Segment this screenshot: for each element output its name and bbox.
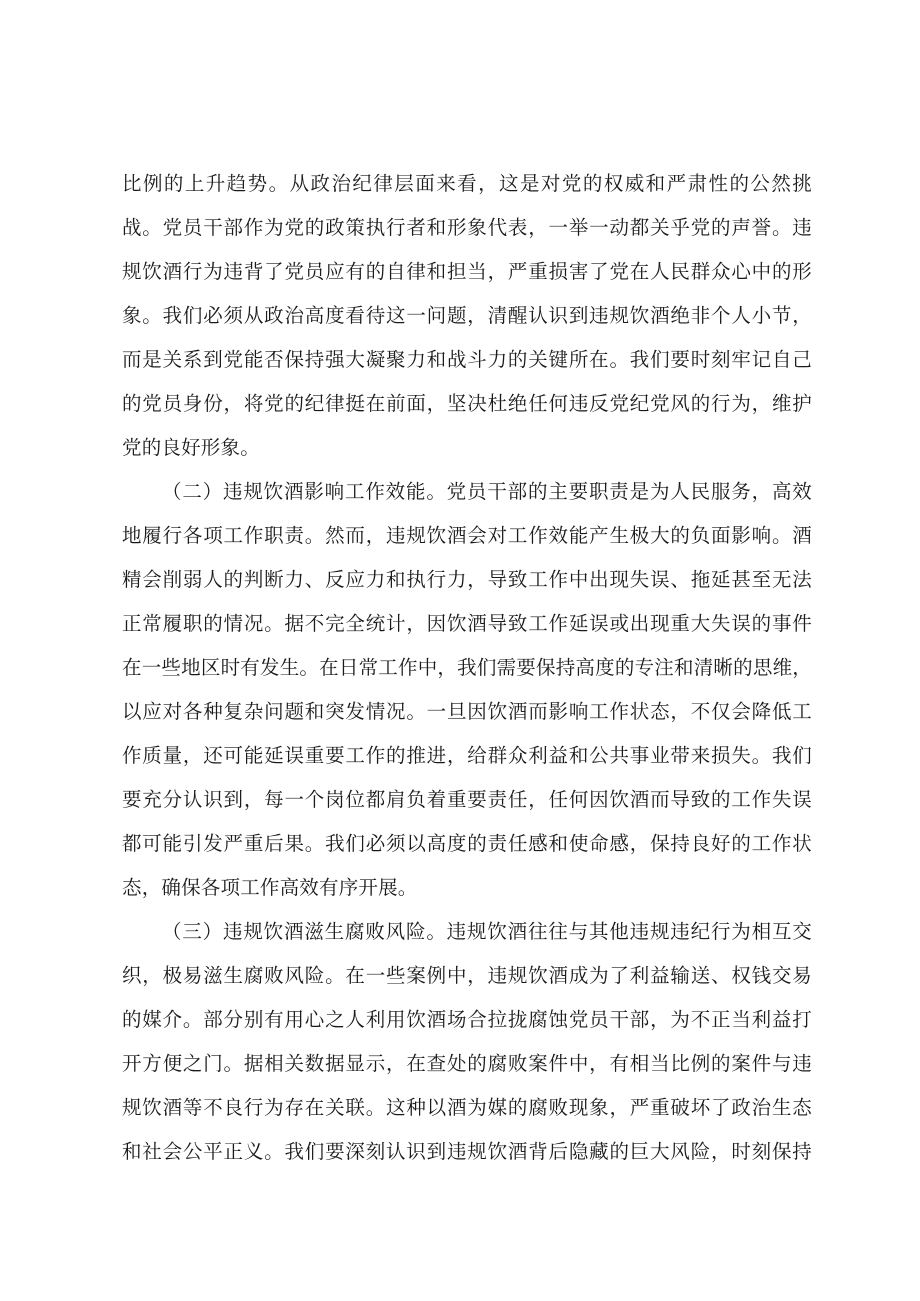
text-line: 开方便之门。据相关数据显示，在查处的腐败案件中，有相当比例的案件与违 [122,1052,812,1075]
text-line: 规饮酒等不良行为存在关联。这种以酒为媒的腐败现象，严重破坏了政治生态 [122,1096,812,1119]
text-line: 作质量，还可能延误重要工作的推进，给群众利益和公共事业带来损失。我们 [122,744,812,767]
text-line: 象。我们必须从政治高度看待这一问题，清醒认识到违规饮酒绝非个人小节， [122,304,812,327]
text-line: 的媒介。部分别有用心之人利用饮酒场合拉拢腐蚀党员干部，为不正当利益打 [122,1008,812,1031]
section-heading-line: （二）违规饮酒影响工作效能。党员干部的主要职责是为人民服务，高效 [162,480,812,503]
text-line: 的党员身份，将党的纪律挺在前面，坚决杜绝任何违反党纪党风的行为，维护 [122,392,812,415]
text-line: 地履行各项工作职责。然而，违规饮酒会对工作效能产生极大的负面影响。酒 [122,524,812,547]
text-line: 正常履职的情况。据不完全统计，因饮酒导致工作延误或出现重大失误的事件 [122,612,812,635]
text-line: 织，极易滋生腐败风险。在一些案例中，违规饮酒成为了利益输送、权钱交易 [122,964,812,987]
text-line: 都可能引发严重后果。我们必须以高度的责任感和使命感，保持良好的工作状 [122,832,812,855]
text-line: 态，确保各项工作高效有序开展。 [122,876,418,899]
text-line: 比例的上升趋势。从政治纪律层面来看，这是对党的权威和严肃性的公然挑 [122,172,812,195]
text-line: 而是关系到党能否保持强大凝聚力和战斗力的关键所在。我们要时刻牢记自己 [122,348,812,371]
text-line: 规饮酒行为违背了党员应有的自律和担当，严重损害了党在人民群众心中的形 [122,260,812,283]
text-line: 要充分认识到，每一个岗位都肩负着重要责任，任何因饮酒而导致的工作失误 [122,788,812,811]
text-line: 党的良好形象。 [122,436,260,459]
text-line: 在一些地区时有发生。在日常工作中，我们需要保持高度的专注和清晰的思维， [122,656,812,679]
text-line: 和社会公平正义。我们要深刻认识到违规饮酒背后隐藏的巨大风险，时刻保持 [122,1140,812,1163]
text-line: 战。党员干部作为党的政策执行者和形象代表，一举一动都关乎党的声誉。违 [122,216,812,239]
text-line: 以应对各种复杂问题和突发情况。一旦因饮酒而影响工作状态，不仅会降低工 [122,700,812,723]
text-line: 精会削弱人的判断力、反应力和执行力，导致工作中出现失误、拖延甚至无法 [122,568,812,591]
section-heading-line: （三）违规饮酒滋生腐败风险。违规饮酒往往与其他违规违纪行为相互交 [162,920,812,943]
